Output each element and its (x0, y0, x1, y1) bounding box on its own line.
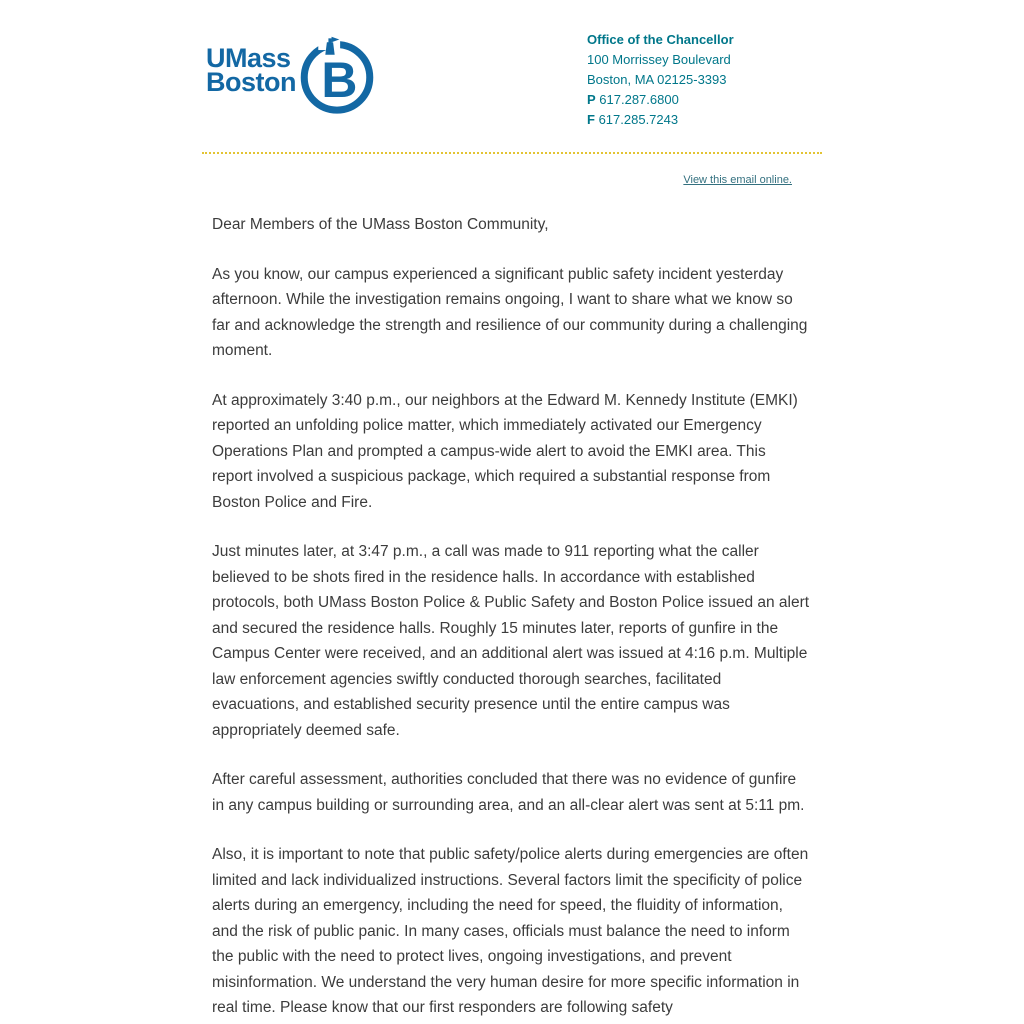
paragraph-emki-report: At approximately 3:40 p.m., our neighbors at the Edward M. Kennedy Institute (EMKI) reported an unfolding police matter, which immediately activated our Emergency Operations Plan and prompted a campus-wide alert to avoid the EMKI area. This report involved a suspicious package, which required a substantial response from Boston Police and Fire. (212, 391, 798, 511)
fax-line (587, 110, 822, 130)
fax-number: 617.285.7243 (598, 112, 679, 127)
dotted-divider (202, 152, 822, 154)
wordmark-line1: UMass (206, 43, 291, 73)
phone-line (587, 90, 822, 110)
paragraph-incident-overview: As you know, our campus experienced a significant public safety incident yesterday afternoon. While the investigation remains ongoing, I want to share what we know so far and acknowledge the strength and resilience of our community during a challenging moment. (212, 265, 808, 359)
phone-label: P (587, 92, 596, 107)
email-body (202, 212, 822, 1021)
email-header (202, 0, 822, 130)
fax-label: F (587, 112, 595, 127)
paragraph-911-call: Just minutes later, at 3:47 p.m., a call was made to 911 reporting what the caller believed to be shots fired in the residence halls. In accordance with established protocols, both UMass Boston Police & Public Safety and Boston Police issued an alert and secured the residence halls. Roughly 15 minutes later, reports of gunfire in the Campus Center were received, and an additional alert was issued at 4:16 p.m. Multiple law enforcement agencies swiftly conducted thorough searches, facilitated evacuations, and established security presence until the entire campus was appropriately deemed safe. (212, 543, 810, 739)
paragraph-alert-limitations: Also, it is important to note that public safety/police alerts during emergencies are often limited and lack individualized instructions. Several factors limit the specificity of police alerts during an emergency, including the need for speed, the fluidity of information, and the risk of public panic. In many cases, officials must balance the need to inform the public with the need to protect lives, ongoing investigations, and prevent misinformation. We understand the very human desire for more specific information in real time. Please know that our first responders are following safety (212, 846, 809, 1016)
email-content (202, 0, 822, 1021)
contact-block (587, 30, 822, 130)
emblem-letter: B (321, 51, 358, 108)
umass-b-emblem-icon (298, 36, 376, 114)
phone-number: 617.287.6800 (599, 92, 679, 107)
umass-boston-logo (206, 30, 376, 114)
paragraph-all-clear: After careful assessment, authorities concluded that there was no evidence of gunfire in any campus building or surrounding area, and an all-clear alert was sent at 5:11 pm. (212, 771, 805, 814)
view-online-row (202, 174, 822, 186)
wordmark-line2: Boston (206, 67, 296, 97)
office-name: Office of the Chancellor (587, 32, 734, 47)
view-email-online-link[interactable]: View this email online. (683, 174, 792, 186)
salutation: Dear Members of the UMass Boston Community, (212, 216, 549, 233)
address-line-1: 100 Morrissey Boulevard (587, 52, 731, 67)
umass-boston-wordmark (206, 43, 296, 97)
address-line-2: Boston, MA 02125-3393 (587, 72, 727, 87)
